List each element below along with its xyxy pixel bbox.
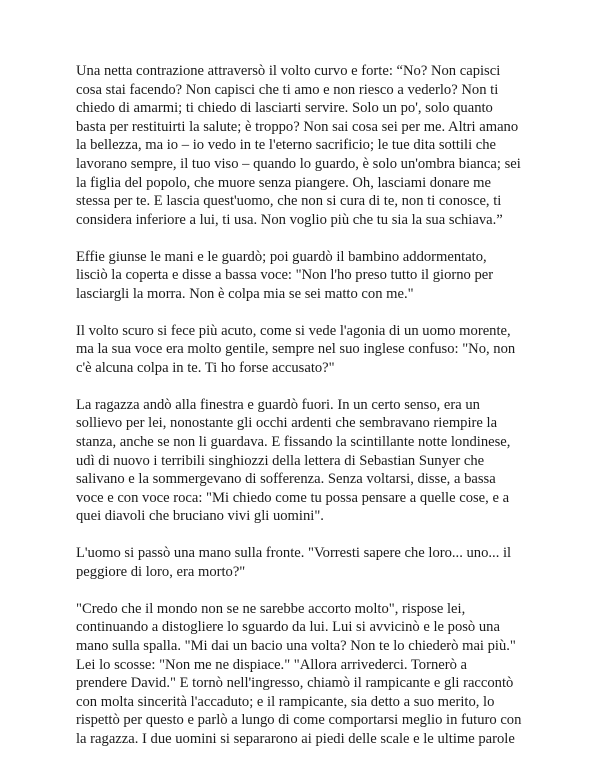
paragraph-3: Il volto scuro si fece più acuto, come si vede l'agonia di un uomo morente, ma la sua voce era molto gentile, sempre nel suo inglese confuso: "No, non c'è alcuna colpa in te. Ti ho forse accusato?" [76,322,516,376]
paragraph-6: "Credo che il mondo non se ne sarebbe accorto molto", rispose lei, continuando a distogliere lo sguardo da lui. Lui si avvicinò e le posò una mano sulla spalla. "Mi dai un bacio una volta? Non te lo chiederò mai più." Lei lo scosse: "Non me ne dispiace." "Allora arrivederci. Tornerò a prendere David." E tornò nell'ingresso, chiamò il rampicante e gli raccontò con molta sincerità l'accaduto; e il rampicante, sia detto a suo merito, lo rispettò per questo e parlò a lungo di come comportarsi meglio in futuro con la ragazza. I due uomini si separarono ai piedi delle scale e le ultime parole [76,600,522,747]
paragraph-1: Una netta contrazione attraversò il volto curvo e forte: “No? Non capisci cosa stai facendo? Non capisci che ti amo e non riesco a vederlo? Non ti chiedo di amarmi; ti chiedo di lasciarti servire. Solo un po', solo quanto basta per restituirti la salute; è troppo? Non sai cosa sei per me. Altri amano la bellezza, ma io – io vedo in te l'eterno sacrificio; le tue dita sottili che lavorano sempre, il tuo viso – quando lo guardo, è solo un'ombra bianca; sei la figlia del popolo, che muore senza piangere. Oh, lasciami donare me stessa per te. E lascia quest'uomo, che non si cura di te, non ti conosce, ti considera inferiore a lui, ti usa. Non voglio più che tu sia la sua schiava.” [76,63,521,228]
document-page [76,62,532,767]
paragraph-4: La ragazza andò alla finestra e guardò fuori. In un certo senso, era un sollievo per lei, nonostante gli occhi ardenti che sembravano riempire la stanza, anche se non li guardava. E fissando la scintillante notte londinese, udì di nuovo i terribili singhiozzi della lettera di Sebastian Sunyer che salivano e la sommergevano di sofferenza. Senza voltarsi, disse, a bassa voce e con voce roca: "Mi chiedo come tu possa pensare a quelle cose, e a quei diavoli che bruciano vivi gli uomini". [76,396,511,525]
paragraph-5: L'uomo si passò una mano sulla fronte. "Vorresti sapere che loro... uno... il peggiore di loro, era morto?" [76,545,512,580]
paragraph-2: Effie giunse le mani e le guardò; poi guardò il bambino addormentato, lisciò la coperta e disse a bassa voce: "Non l'ho preso tutto il giorno per lasciargli la morra. Non è colpa mia se sei matto con me." [76,248,494,302]
